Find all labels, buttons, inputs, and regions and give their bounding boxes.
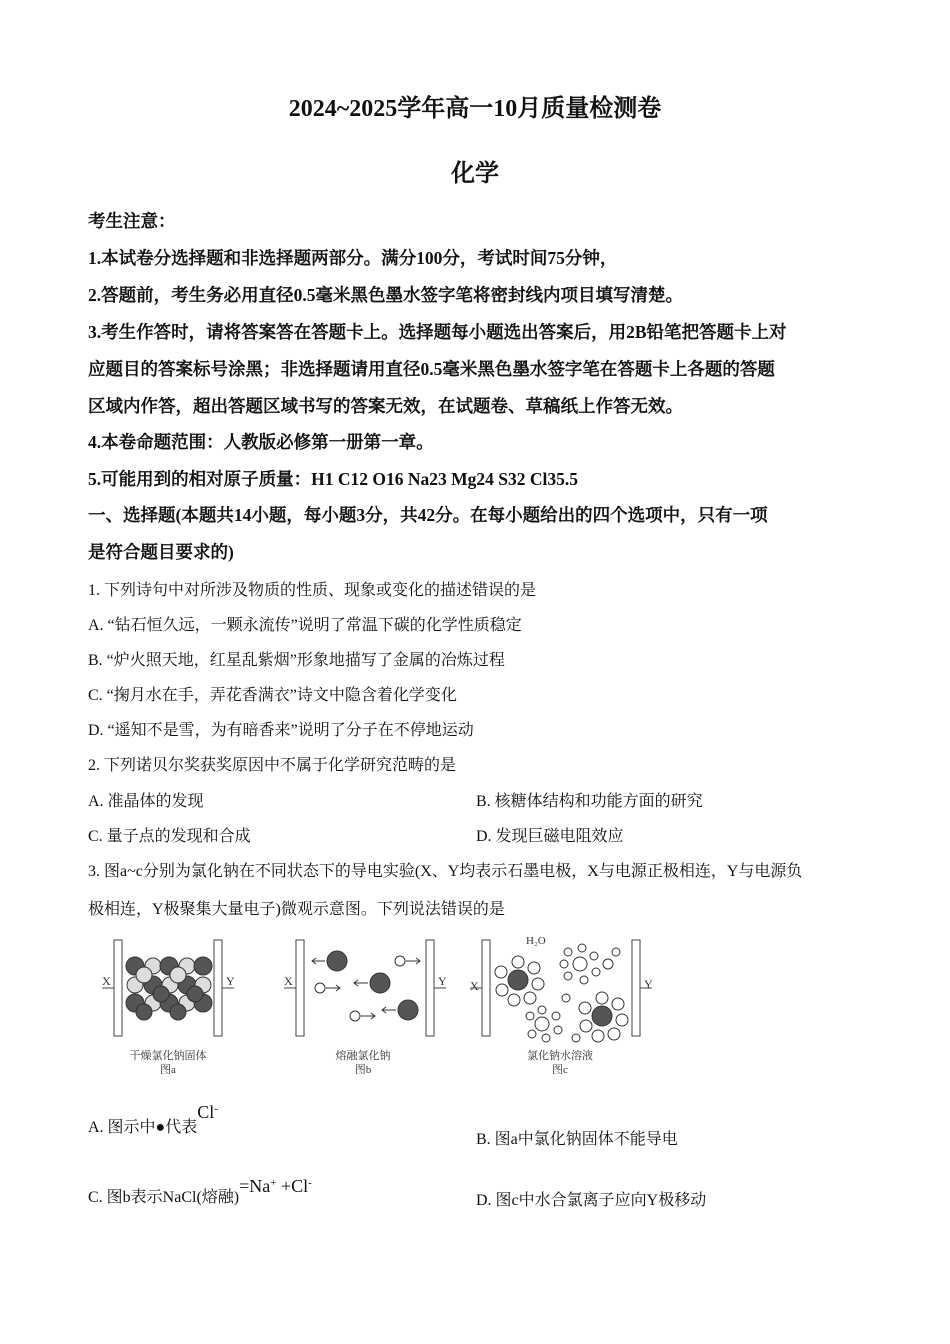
q3-option-a-text: A. 图示中●代表 — [88, 1119, 198, 1136]
nacl-conductivity-figure — [90, 928, 670, 1083]
label-y-c: Y — [644, 977, 653, 991]
q2-option-a: A. 准晶体的发现 — [88, 793, 204, 810]
q3-option-c-text: C. 图b表示NaCl(熔融) — [88, 1189, 240, 1206]
label-x-b: X — [284, 974, 293, 988]
notice-item-5: 5.可能用到的相对原子质量：H1 C12 O16 Na23 Mg24 S32 Cl35.5 — [88, 469, 578, 489]
q3-option-b: B. 图a中氯化钠固体不能导电 — [476, 1131, 678, 1148]
q1-option-c: C. “掬月水在手，弄花香满衣”诗文中隐含着化学变化 — [88, 687, 457, 704]
q2-option-b: B. 核糖体结构和功能方面的研究 — [476, 793, 703, 810]
notice-item-3-cont2: 区域内作答，超出答题区域书写的答案无效，在试题卷、草稿纸上作答无效。 — [88, 396, 683, 416]
notice-heading: 考生注意： — [88, 211, 176, 231]
notice-item-1: 1.本试卷分选择题和非选择题两部分。满分100分，考试时间75分钟， — [88, 248, 618, 268]
q3-option-a — [88, 1102, 218, 1137]
label-fig-b: 图b — [354, 1064, 372, 1076]
q2-stem: 2. 下列诺贝尔奖获奖原因中不属于化学研究范畴的是 — [88, 757, 457, 774]
notice-item-4: 4.本卷命题范围：人教版必修第一册第一章。 — [88, 432, 434, 452]
equation-cl: +Cl — [276, 1176, 309, 1196]
q1-option-d: D. “遥知不是雪，为有暗香来”说明了分子在不停地运动 — [88, 722, 474, 739]
figure-b — [284, 940, 447, 1076]
electrode-x-b — [296, 940, 304, 1036]
q3-option-c — [88, 1176, 312, 1207]
label-fig-a: 图a — [160, 1064, 176, 1076]
section-heading: 一、选择题(本题共14小题，每小题3分，共42分。在每小题给出的四个选项中，只有一项 — [88, 505, 768, 525]
electrode-y-c — [632, 940, 640, 1036]
chloride-symbol: Cl — [197, 1102, 215, 1122]
chloride-formula — [197, 1102, 218, 1122]
q2-option-c: C. 量子点的发现和合成 — [88, 828, 251, 845]
notice-item-3: 3.考生作答时，请将答案答在答题卡上。选择题每小题选出答案后，用2B铅笔把答题卡上对 — [88, 322, 787, 342]
q1-option-b: B. “炉火照天地，红星乱紫烟”形象地描写了金属的冶炼过程 — [88, 652, 505, 669]
label-y-b: Y — [438, 974, 447, 988]
caption-a: 干燥氯化钠固体 — [129, 1050, 207, 1062]
caption-c: 氯化钠水溶液 — [527, 1050, 593, 1062]
electrode-y-a — [214, 940, 222, 1036]
q3-stem: 3. 图a~c分别为氯化钠在不同状态下的导电实验(X、Y均表示石墨电极，X与电源正极相连，Y与电源负 — [88, 863, 803, 880]
water-label: H₂O — [526, 935, 546, 947]
notice-item-2: 2.答题前，考生务必用直径0.5毫米黑色墨水签字笔将密封线内项目填写清楚。 — [88, 285, 683, 305]
q1-option-a: A. “钻石恒久远，一颗永流传”说明了常温下碳的化学性质稳定 — [88, 617, 522, 634]
electrode-y-b — [426, 940, 434, 1036]
figure-a — [102, 940, 235, 1076]
equation-na: =Na — [239, 1176, 271, 1196]
exam-title: 2024~2025学年高一10月质量检测卷 — [288, 96, 662, 122]
caption-b: 熔融氯化钠 — [335, 1050, 391, 1062]
ionization-equation — [239, 1176, 312, 1196]
label-x-c: X — [470, 979, 479, 993]
chloride-charge: - — [214, 1103, 218, 1115]
equation-cl-charge: - — [308, 1177, 312, 1189]
electrode-x-c — [482, 940, 490, 1036]
label-x-a: X — [102, 974, 111, 988]
q3-option-d: D. 图c中水合氯离子应向Y极移动 — [476, 1192, 707, 1209]
section-heading-cont: 是符合题目要求的) — [88, 542, 234, 562]
q3-stem-cont: 极相连，Y极聚集大量电子)微观示意图。下列说法错误的是 — [88, 901, 505, 918]
label-y-a: Y — [226, 974, 235, 988]
label-fig-c: 图c — [552, 1064, 568, 1076]
equation-na-charge: + — [270, 1177, 277, 1189]
q1-stem: 1. 下列诗句中对所涉及物质的性质、现象或变化的描述错误的是 — [88, 582, 537, 599]
subject-title: 化学 — [451, 161, 499, 187]
figure-c — [470, 935, 653, 1076]
q2-option-d: D. 发现巨磁电阻效应 — [476, 828, 624, 845]
electrode-x-a — [114, 940, 122, 1036]
notice-item-3-cont: 应题目的答案标号涂黑；非选择题请用直径0.5毫米黑色墨水签字笔在答题卡上各题的答题 — [88, 359, 775, 379]
